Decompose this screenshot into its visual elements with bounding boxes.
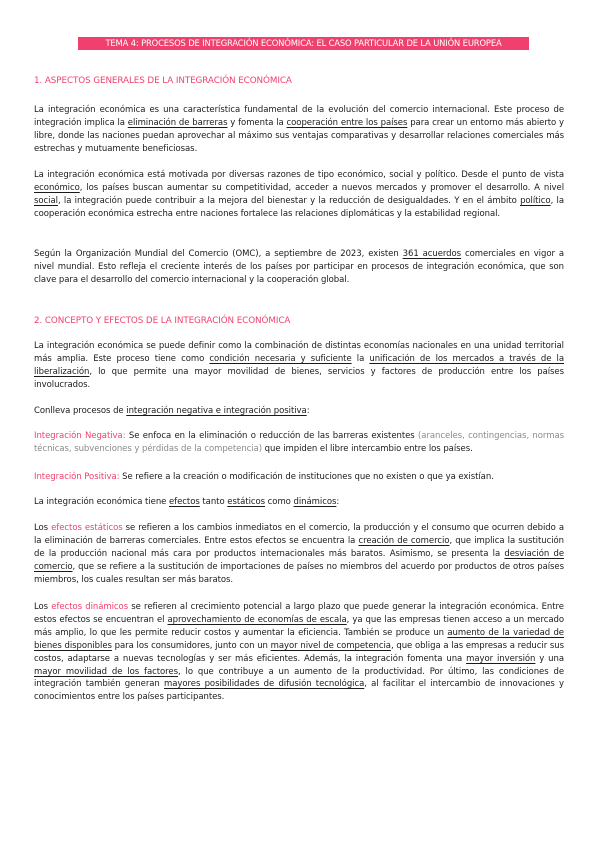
- static-effects-label: efectos estáticos: [51, 523, 123, 533]
- section-1-paragraph-1: La integración económica es una característica fundamental de la evolución del comercio internacional. Este proceso de integración implica la eliminación de barreras y fomenta la cooperación entre los países para crear un entorno más abierto y libre, donde las naciones puedan aprovechar al máximo sus ventajas comparativas y desarrollar relaciones comerciales más estrechas y mutuamente beneficiosas.: [34, 105, 565, 154]
- dynamic-effects-label: efectos dinámicos: [51, 602, 129, 612]
- section-1-heading: 1. ASPECTOS GENERALES DE LA INTEGRACIÓN ECONÓMICA: [34, 76, 292, 86]
- integration-positive-paragraph: Integración Positiva: Se refiere a la creación o modificación de instituciones que no existen o que ya existían.: [34, 472, 494, 482]
- section-1-paragraph-3: Según la Organización Mundial del Comercio (OMC), a septiembre de 2023, existen 361 acuerdos comerciales en vigor a nivel mundial. Esto refleja el creciente interés de los países por participar en procesos de integración económica, que son clave para el desarrollo del comercio internacional y la cooperación global.: [34, 249, 564, 285]
- section-2-paragraph-1: La integración económica se puede definir como la combinación de distintas economías nacionales en una unidad territorial más amplia. Este proceso tiene como condición necesaria y suficiente la unificación de los mercados a través de la liberalización, lo que permite una mayor movilidad de bienes, servicios y factores de producción entre los países involucrados.: [34, 341, 564, 390]
- integration-negative-paragraph: Integración Negativa: Se enfoca en la eliminación o reducción de las barreras existentes (aranceles, contingencias, normas técnicas, subvenciones y pérdidas de la competencia) que impiden el libre intercambio entre los países.: [34, 431, 564, 454]
- static-effects-paragraph: Los efectos estáticos se refieren a los cambios inmediatos en el comercio, la producción y el consumo que ocurren debido a la eliminación de barreras comerciales. Entre estos efectos se encuentra la creación de comercio, que implica la sustitución de la producción nacional más cara por productos internacionales más baratos. Asimismo, se presenta la desviación de comercio, que se refiere a la sustitución de importaciones de países no miembros del acuerdo por productos de otros países miembros, los cuales resultan ser más baratos.: [34, 523, 564, 585]
- integration-negative-label: Integración Negativa:: [34, 431, 126, 441]
- section-2-paragraph-2: Conlleva procesos de integración negativa e integración positiva:: [34, 406, 310, 416]
- section-2-heading: 2. CONCEPTO Y EFECTOS DE LA INTEGRACIÓN ECONÓMICA: [34, 316, 291, 326]
- section-1-paragraph-2: La integración económica está motivada por diversas razones de tipo económico, social y político. Desde el punto de vista económico, los países buscan aumentar su competitividad, acceder a nuevos mercados y promover el desarrollo. A nivel social, la integración puede contribuir a la mejora del bienestar y la reducción de desigualdades. Y en el ámbito político, la cooperación económica estrecha entre naciones fortalece las relaciones diplomáticas y la estabilidad regional.: [34, 170, 564, 219]
- integration-positive-label: Integración Positiva:: [34, 472, 120, 482]
- section-2-paragraph-5: La integración económica tiene efectos tanto estáticos como dinámicos:: [34, 497, 340, 507]
- document-title: TEMA 4: PROCESOS DE INTEGRACIÓN ECONÓMICA: EL CASO PARTICULAR DE LA UNIÓN EUROPEA: [78, 37, 529, 50]
- dynamic-effects-paragraph: Los efectos dinámicos se refieren al crecimiento potencial a largo plazo que puede generar la integración económica. Entre estos efectos se encuentran el aprovechamiento de economías de escala, ya que las empresas tienen acceso a un mercado más amplio, lo que les permite reducir costos y aumentar la eficiencia. También se produce un aumento de la variedad de bienes disponibles para los consumidores, junto con un mayor nivel de competencia, que obliga a las empresas a reducir sus costos, adaptarse a nuevas tecnologías y ser más eficientes. Además, la integración fomenta una mayor inversión y una mayor movilidad de los factores, lo que contribuye a un aumento de la productividad. Por último, las condiciones de integración también generan mayores posibilidades de difusión tecnológica, al facilitar el intercambio de innovaciones y conocimientos entre los países participantes.: [34, 602, 565, 703]
